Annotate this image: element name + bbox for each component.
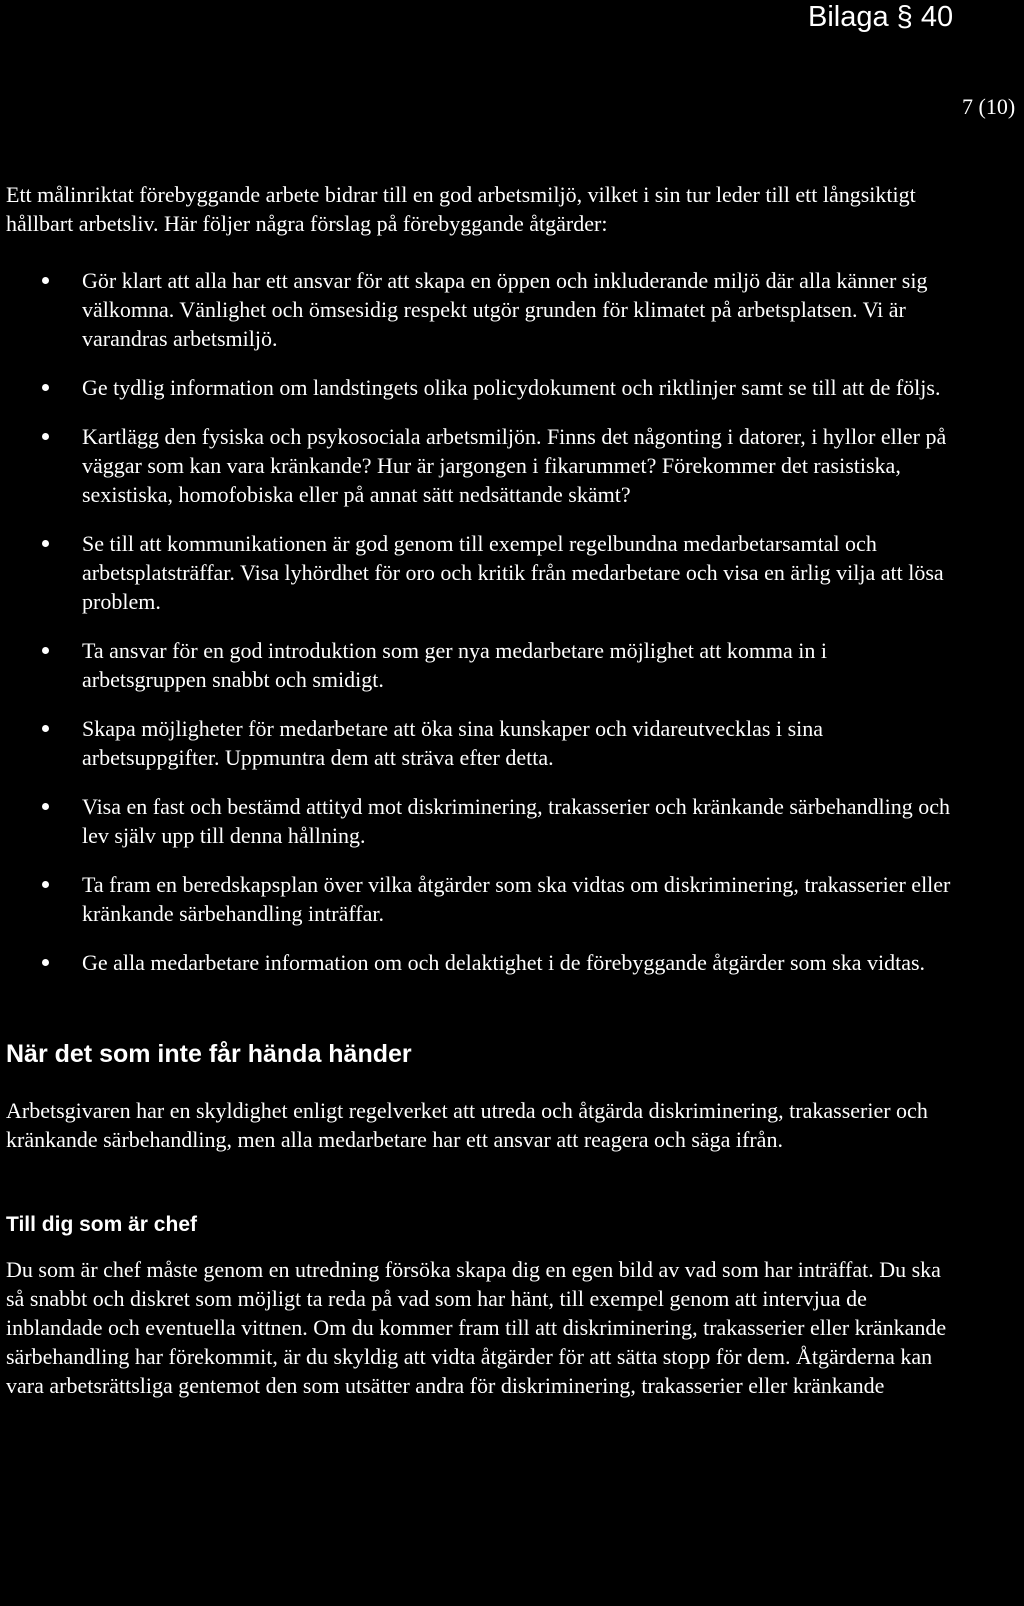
list-item-text: Ge alla medarbetare information om och delaktighet i de förebyggande åtgärder som ska vidtas. [82, 950, 926, 975]
list-item-text: Gör klart att alla har ett ansvar för att skapa en öppen och inkluderande miljö där alla känner sig välkomna. Vänlighet och ömsesidig respekt utgör grunden för klimatet på arbetsplatsen. Vi är varandras arbetsmiljö. [82, 268, 928, 351]
preventive-measures-list [6, 266, 951, 977]
bullet-icon [42, 433, 49, 440]
bullet-icon [42, 803, 49, 810]
intro-paragraph: Ett målinriktat förebyggande arbete bidrar till en god arbetsmiljö, vilket i sin tur leder till ett långsiktigt hållbart arbetsliv. Här följer några förslag på förebyggande åtgärder: [6, 182, 916, 236]
list-item [6, 636, 951, 694]
list-item [6, 792, 951, 850]
bullet-icon [42, 384, 49, 391]
list-item [6, 373, 951, 402]
list-item [6, 529, 951, 616]
page-number: 7 (10) [962, 94, 1016, 119]
bullet-icon [42, 277, 49, 284]
attachment-stamp: Bilaga § 40 [808, 1, 954, 33]
bullet-icon [42, 540, 49, 547]
list-item-text: Visa en fast och bestämd attityd mot diskriminering, trakasserier och kränkande särbehandling och lev själv upp till denna hållning. [82, 794, 951, 848]
subsection-heading: Till dig som är chef [6, 1213, 197, 1236]
list-item-text: Ge tydlig information om landstingets olika policydokument och riktlinjer samt se till att de följs. [82, 375, 941, 400]
bullet-icon [42, 647, 49, 654]
list-item-text: Kartlägg den fysiska och psykosociala arbetsmiljön. Finns det någonting i datorer, i hyllor eller på väggar som kan vara kränkande? Hur är jargongen i fikarummet? Förekommer det rasistiska, sexistiska, homofobiska eller på annat sätt nedsättande skämt? [82, 424, 947, 507]
list-item-text: Ta ansvar för en god introduktion som ger nya medarbetare möjlighet att komma in i arbetsgruppen snabbt och smidigt. [82, 638, 828, 692]
bullet-icon [42, 881, 49, 888]
list-item [6, 422, 951, 509]
list-item [6, 948, 951, 977]
list-item-text: Se till att kommunikationen är god genom till exempel regelbundna medarbetarsamtal och arbetsplatsträffar. Visa lyhördhet för oro och kritik från medarbetare och visa en ärlig vilja att lösa problem. [82, 531, 944, 614]
list-item [6, 714, 951, 772]
list-item-text: Skapa möjligheter för medarbetare att öka sina kunskaper och vidareutvecklas i sina arbetsuppgifter. Uppmuntra dem att sträva efter detta. [82, 716, 824, 770]
bullet-icon [42, 959, 49, 966]
section-paragraph: Arbetsgivaren har en skyldighet enligt regelverket att utreda och åtgärda diskriminering, trakasserier och kränkande särbehandling, men alla medarbetare har ett ansvar att reagera och säga ifrån. [6, 1098, 928, 1152]
subsection-paragraph: Du som är chef måste genom en utredning försöka skapa dig en egen bild av vad som har inträffat. Du ska så snabbt och diskret som möjligt ta reda på vad som har hänt, till exempel genom att intervjua de inblandade och eventuella vittnen. Om du kommer fram till att diskriminering, trakasserier eller kränkande särbehandling har förekommit, är du skyldig att vidta åtgärder för att sätta stopp för dem. Åtgärderna kan vara arbetsrättsliga gentemot den som utsätter andra för diskriminering, trakasserier eller kränkande [6, 1257, 947, 1398]
section-heading: När det som inte får hända händer [6, 1040, 412, 1068]
bullet-icon [42, 725, 49, 732]
list-item [6, 266, 951, 353]
list-item-text: Ta fram en beredskapsplan över vilka åtgärder som ska vidtas om diskriminering, trakasserier eller kränkande särbehandling inträffar. [82, 872, 951, 926]
document-body [6, 180, 951, 1400]
list-item [6, 870, 951, 928]
